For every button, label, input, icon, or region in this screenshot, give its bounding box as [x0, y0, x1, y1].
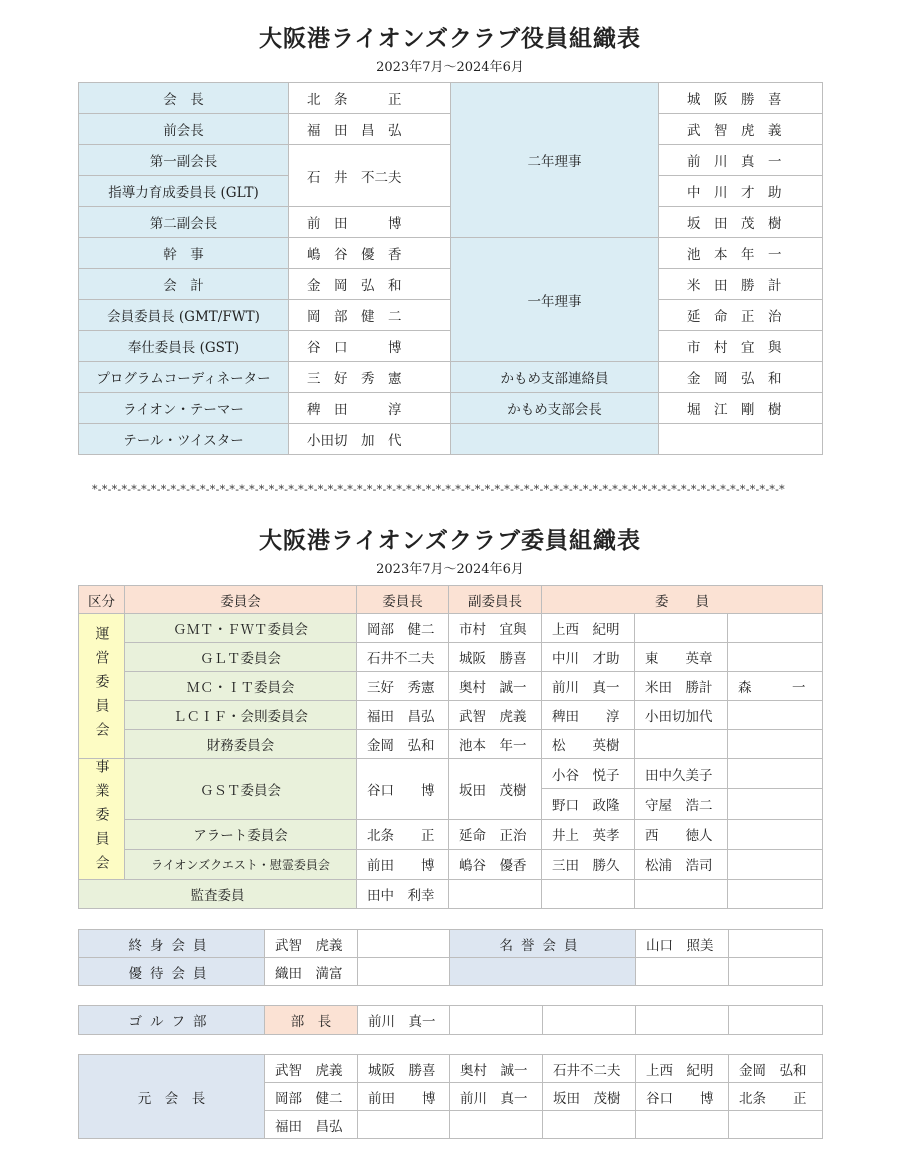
past-presidents-table [78, 1054, 823, 1139]
committees-table [78, 585, 823, 909]
name-cell: 谷 口 博 [289, 331, 451, 362]
blank-cell [358, 958, 450, 986]
chair-name: 金岡 弘和 [357, 730, 449, 759]
vice-name: 城阪 勝喜 [449, 643, 542, 672]
special-member-label: 優待会員 [79, 958, 265, 986]
chair-name: 北条 正 [357, 819, 449, 849]
past-president-name: 上西 紀明 [636, 1055, 729, 1083]
officers-table [78, 82, 823, 455]
blank-cell [728, 880, 823, 909]
name-cell: 前 田 博 [289, 207, 451, 238]
name-cell: 岡 部 健 二 [289, 300, 451, 331]
chair-name: 谷口 博 [357, 759, 449, 820]
past-president-name: 城阪 勝喜 [358, 1055, 450, 1083]
member-name: 野口 政隆 [542, 789, 635, 819]
member-name [728, 789, 823, 819]
director-name: 池 本 年 一 [659, 238, 823, 269]
blank-cell [659, 424, 823, 455]
director-name: 前 川 真 一 [659, 145, 823, 176]
director-name: 市 村 宜 與 [659, 331, 823, 362]
blank-cell [636, 1111, 729, 1139]
blank-cell [729, 1111, 823, 1139]
header-kubun: 区分 [79, 586, 125, 614]
past-president-name: 武智 虎義 [265, 1055, 358, 1083]
director-name: 城 阪 勝 喜 [659, 83, 823, 114]
vice-name: 延命 正治 [449, 819, 542, 849]
member-name [728, 730, 823, 759]
role-cell: 指導力育成委員長 (GLT) [79, 176, 289, 207]
member-name [728, 819, 823, 849]
member-name [728, 759, 823, 789]
chair-name: 三好 秀憲 [357, 672, 449, 701]
chair-name: 前田 博 [357, 849, 449, 879]
past-president-name: 北条 正 [729, 1083, 823, 1111]
past-president-name: 坂田 茂樹 [543, 1083, 636, 1111]
blank-cell [729, 1006, 823, 1035]
blank-cell [729, 930, 823, 958]
member-name: 稗田 淳 [542, 701, 635, 730]
chair-name: 石井不二夫 [357, 643, 449, 672]
name-cell: 金 岡 弘 和 [289, 269, 451, 300]
blank-cell [450, 958, 636, 986]
name-cell: 稗 田 淳 [289, 393, 451, 424]
header-vice: 副委員長 [449, 586, 542, 614]
header-members: 委 員 [542, 586, 823, 614]
committee-name: ＭＣ・ＩＴ委員会 [125, 672, 357, 701]
blank-cell [450, 1111, 543, 1139]
past-president-name: 岡部 健二 [265, 1083, 358, 1111]
role-cell: テール・ツイスター [79, 424, 289, 455]
group-label-management: 運営委員会 [79, 614, 125, 759]
blank-cell [729, 958, 823, 986]
name-cell: 嶋 谷 優 香 [289, 238, 451, 269]
committees-period: 2023年7月～2024年6月 [376, 562, 524, 577]
blank-cell [543, 1111, 636, 1139]
members-table [78, 929, 823, 986]
past-president-name: 前田 博 [358, 1083, 450, 1111]
director-name: 武 智 虎 義 [659, 114, 823, 145]
vice-name: 市村 宜與 [449, 614, 542, 643]
blank-cell [449, 880, 542, 909]
blank-cell [543, 1006, 636, 1035]
blank-cell [451, 424, 659, 455]
member-name: 守屋 浩二 [635, 789, 728, 819]
role-cell: 第一副会長 [79, 145, 289, 176]
kamome-liaison-name: 金 岡 弘 和 [659, 362, 823, 393]
committee-name: ＧＬＴ委員会 [125, 643, 357, 672]
director-name: 延 命 正 治 [659, 300, 823, 331]
member-name: 田中久美子 [635, 759, 728, 789]
first-year-label: 一年理事 [451, 238, 659, 362]
honor-member-label: 名誉会員 [450, 930, 636, 958]
committees-title: 大阪港ライオンズクラブ委員組織表 [259, 527, 641, 554]
role-cell: 会 長 [79, 83, 289, 114]
committee-name: 財務委員会 [125, 730, 357, 759]
committee-name: アラート委員会 [125, 819, 357, 849]
chair-name: 福田 昌弘 [357, 701, 449, 730]
audit-label: 監査委員 [79, 880, 357, 909]
role-cell: 第二副会長 [79, 207, 289, 238]
member-name [635, 614, 728, 643]
member-name: 西 徳人 [635, 819, 728, 849]
role-cell: 幹 事 [79, 238, 289, 269]
audit-name: 田中 利幸 [357, 880, 449, 909]
kamome-liaison-label: かもめ支部連絡員 [451, 362, 659, 393]
member-name: 井上 英孝 [542, 819, 635, 849]
role-cell: 会 計 [79, 269, 289, 300]
blank-cell [636, 958, 729, 986]
member-name [728, 643, 823, 672]
officers-title: 大阪港ライオンズクラブ役員組織表 [259, 25, 641, 52]
member-name: 小田切加代 [635, 701, 728, 730]
committee-name: ＬＣＩＦ・会則委員会 [125, 701, 357, 730]
golf-label: ゴルフ部 [79, 1006, 265, 1035]
member-name: 松 英樹 [542, 730, 635, 759]
member-name [728, 849, 823, 879]
kamome-head-name: 堀 江 剛 樹 [659, 393, 823, 424]
second-year-label: 二年理事 [451, 83, 659, 238]
past-president-name: 石井不二夫 [543, 1055, 636, 1083]
member-name: 前川 真一 [542, 672, 635, 701]
member-name: 森 一 [728, 672, 823, 701]
golf-head-name: 前川 真一 [358, 1006, 450, 1035]
name-cell: 小田切 加 代 [289, 424, 451, 455]
director-name: 中 川 才 助 [659, 176, 823, 207]
vice-name: 奥村 誠一 [449, 672, 542, 701]
group-label-projects: 事業委員会 [79, 759, 125, 880]
name-cell: 北 条 正 [289, 83, 451, 114]
member-name: 三田 勝久 [542, 849, 635, 879]
blank-cell [358, 1111, 450, 1139]
life-member-label: 終身会員 [79, 930, 265, 958]
committee-name: ライオンズクエスト・慰霊委員会 [125, 849, 357, 879]
past-president-name: 福田 昌弘 [265, 1111, 358, 1139]
blank-cell [542, 880, 635, 909]
director-name: 米 田 勝 計 [659, 269, 823, 300]
committee-name: ＧＳＴ委員会 [125, 759, 357, 820]
officers-period: 2023年7月～2024年6月 [376, 60, 524, 75]
golf-head-label: 部 長 [265, 1006, 358, 1035]
role-cell: プログラムコーディネーター [79, 362, 289, 393]
member-name: 小谷 悦子 [542, 759, 635, 789]
member-name: 米田 勝計 [635, 672, 728, 701]
past-president-name: 谷口 博 [636, 1083, 729, 1111]
past-president-name: 前川 真一 [450, 1083, 543, 1111]
vice-name: 嶋谷 優香 [449, 849, 542, 879]
director-name: 坂 田 茂 樹 [659, 207, 823, 238]
header-chair: 委員長 [357, 586, 449, 614]
life-member-name: 武智 虎義 [265, 930, 358, 958]
member-name: 中川 才助 [542, 643, 635, 672]
vice-name: 武智 虎義 [449, 701, 542, 730]
special-member-name: 織田 満富 [265, 958, 358, 986]
past-president-name: 奥村 誠一 [450, 1055, 543, 1083]
member-name: 松浦 浩司 [635, 849, 728, 879]
honor-member-name: 山口 照美 [636, 930, 729, 958]
name-cell: 福 田 昌 弘 [289, 114, 451, 145]
member-name: 東 英章 [635, 643, 728, 672]
role-cell: ライオン・テーマー [79, 393, 289, 424]
blank-cell [358, 930, 450, 958]
separator: *-*-*-*-*-*-*-*-*-*-*-*-*-*-*-*-*-*-*-*-*-*-*-*-*-*-*-*-*-*-*-*-*-*-*-*-*-*-*-*-*-*-*-*-*-*-*-*-*-*-*-*-*-*-*-*-*-*-*-*-*-*-*-*-*-*-*-*-*-*-* [92, 483, 785, 496]
member-name [728, 701, 823, 730]
chair-name: 岡部 健二 [357, 614, 449, 643]
header-committee: 委員会 [125, 586, 357, 614]
kamome-head-label: かもめ支部会長 [451, 393, 659, 424]
golf-table [78, 1005, 823, 1035]
committee-name: ＧＭＴ・ＦＷＴ委員会 [125, 614, 357, 643]
name-cell: 三 好 秀 憲 [289, 362, 451, 393]
member-name [728, 614, 823, 643]
role-cell: 前会長 [79, 114, 289, 145]
past-president-name: 金岡 弘和 [729, 1055, 823, 1083]
role-cell: 奉仕委員長 (GST) [79, 331, 289, 362]
blank-cell [636, 1006, 729, 1035]
name-cell: 石 井 不二夫 [289, 145, 451, 207]
blank-cell [450, 1006, 543, 1035]
blank-cell [635, 880, 728, 909]
vice-name: 池本 年一 [449, 730, 542, 759]
member-name: 上西 紀明 [542, 614, 635, 643]
role-cell: 会員委員長 (GMT/FWT) [79, 300, 289, 331]
past-presidents-label: 元 会 長 [79, 1055, 265, 1139]
member-name [635, 730, 728, 759]
vice-name: 坂田 茂樹 [449, 759, 542, 820]
